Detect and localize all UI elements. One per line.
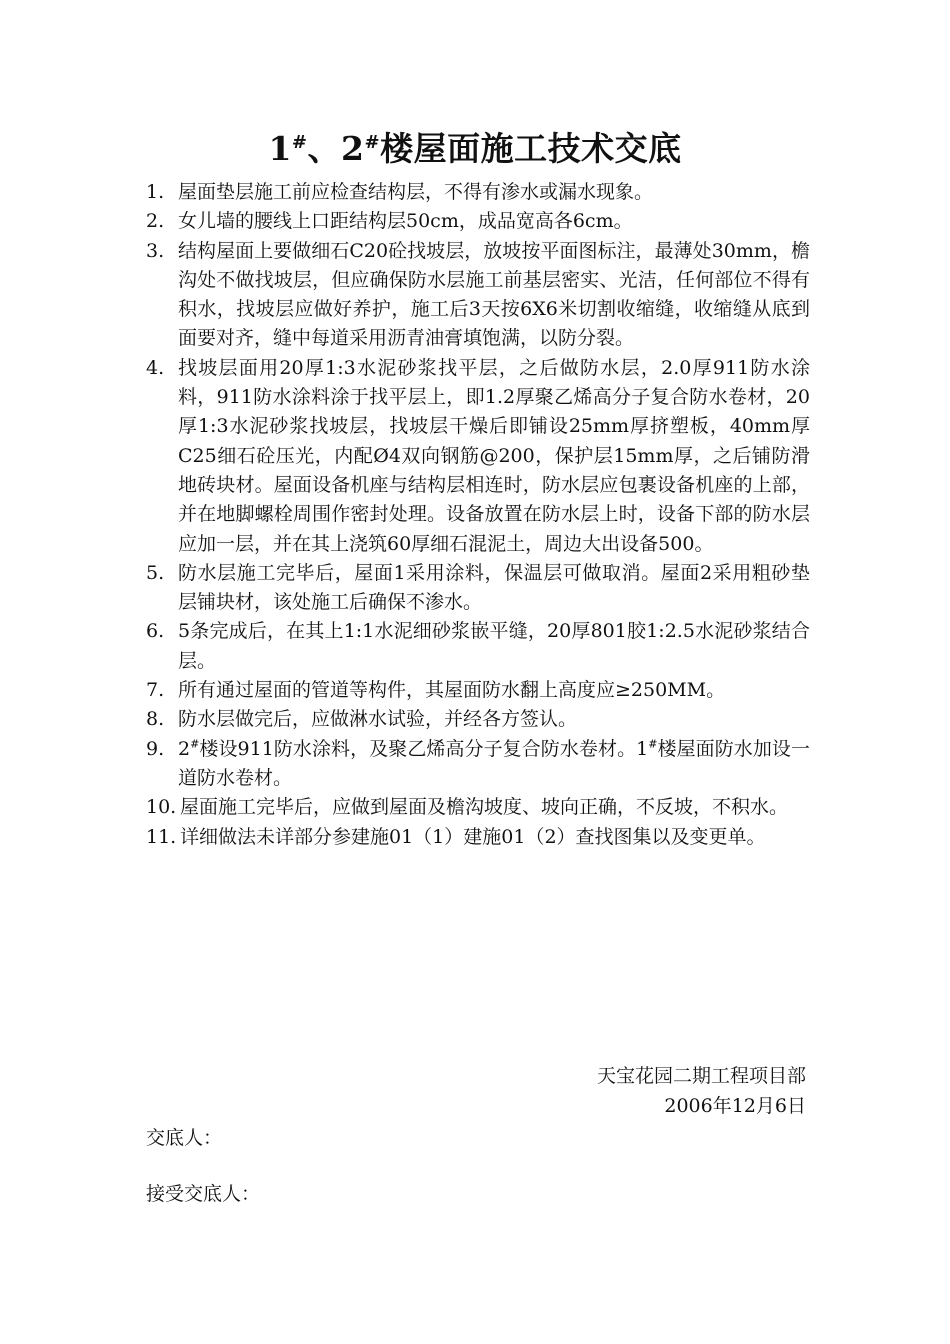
list-item bbox=[146, 559, 810, 618]
item-number: 10. bbox=[146, 796, 177, 819]
item-number: 8. bbox=[146, 708, 165, 731]
item-number: 7. bbox=[146, 679, 165, 702]
item-text: 5条完成后，在其上1:1水泥细砂浆嵌平缝，20厚801胶1:2.5水泥砂浆结合层。 bbox=[178, 620, 810, 672]
item-number: 1. bbox=[146, 181, 165, 203]
list-item bbox=[146, 178, 810, 207]
item-text: 女儿墙的腰线上口距结构层50cm，成品宽高各6cm。 bbox=[178, 210, 633, 233]
instruction-list bbox=[146, 178, 810, 852]
item-text: 结构屋面上要做细石C20砼找坡层，放坡按平面图标注，最薄处30mm，檐沟处不做找坡层，但应确保防水层施工前基层密实、光洁，任何部位不得有积水，找坡层应做好养护，施工后3天按6X6米切割收缩缝，收缩缝从底到面要对齐，缝中每道采用沥青油膏填饱满，以防分裂。 bbox=[178, 239, 810, 350]
title-sup-2: # bbox=[364, 132, 381, 153]
item-number: 9. bbox=[146, 737, 165, 760]
list-item bbox=[146, 207, 810, 236]
building-sup: # bbox=[648, 737, 658, 751]
item-text: 屋面垫层施工前应检查结构层，不得有渗水或漏水现象。 bbox=[178, 181, 654, 203]
list-item bbox=[146, 735, 810, 794]
organization-name: 天宝花园二期工程项目部 bbox=[596, 1065, 806, 1087]
item-text: 2#楼设911防水涂料，及聚乙烯高分子复合防水卷材。1#楼屋面防水加设一道防水卷材。 bbox=[178, 737, 810, 789]
building-sup: # bbox=[190, 737, 200, 751]
list-item bbox=[146, 705, 810, 734]
list-item bbox=[146, 237, 810, 354]
item-number: 11. bbox=[146, 825, 177, 848]
item-text: 详细做法未详部分参建施01（1）建施01（2）查找图集以及变更单。 bbox=[180, 825, 766, 848]
item-number: 5. bbox=[146, 561, 165, 584]
item-text: 防水层施工完毕后，屋面1采用涂料，保温层可做取消。屋面2采用粗砂垫层铺块材，该处施工后确保不渗水。 bbox=[178, 561, 810, 614]
item-number: 2. bbox=[146, 210, 165, 233]
document-date: 2006年12月6日 bbox=[664, 1095, 806, 1117]
list-item bbox=[146, 676, 810, 705]
list-item bbox=[146, 617, 810, 676]
item-text: 屋面施工完毕后，应做到屋面及檐沟坡度、坡向正确，不反坡，不积水。 bbox=[180, 796, 789, 819]
item-number: 4. bbox=[146, 356, 165, 379]
list-item bbox=[146, 793, 810, 822]
item-text: 防水层做完后，应做淋水试验，并经各方签认。 bbox=[178, 708, 578, 731]
receiver-label: 接受交底人： bbox=[146, 1183, 261, 1205]
item-number: 6. bbox=[146, 620, 165, 643]
item-text: 找坡层面用20厚1:3水泥砂浆找平层，之后做防水层，2.0厚911防水涂料，911防水涂料涂于找平层上，即1.2厚聚乙烯高分子复合防水卷材，20厚1:3水泥砂浆找坡层，找坡层干燥后即铺设25mm厚挤塑板，40mm厚C25细石砼压光，内配Ø4双向钢筋@200，保护层15mm厚，之后铺防滑地砖块材。屋面设备机座与结构层相连时，防水层应包裹设备机座的上部，并在地脚螺栓周围作密封处理。设备放置在防水层上时，设备下部的防水层应加一层，并在其上浇筑60厚细石混泥土，周边大出设备500。 bbox=[178, 356, 810, 555]
list-item bbox=[146, 354, 810, 559]
giver-label: 交底人： bbox=[146, 1127, 223, 1149]
page-title: 1#、2#楼屋面施工技术交底 bbox=[268, 129, 682, 168]
list-item bbox=[146, 823, 810, 852]
item-number: 3. bbox=[146, 239, 165, 262]
item-text: 所有通过屋面的管道等构件，其屋面防水翻上高度应≥250MM。 bbox=[178, 679, 726, 702]
title-sup-1: # bbox=[291, 132, 308, 153]
